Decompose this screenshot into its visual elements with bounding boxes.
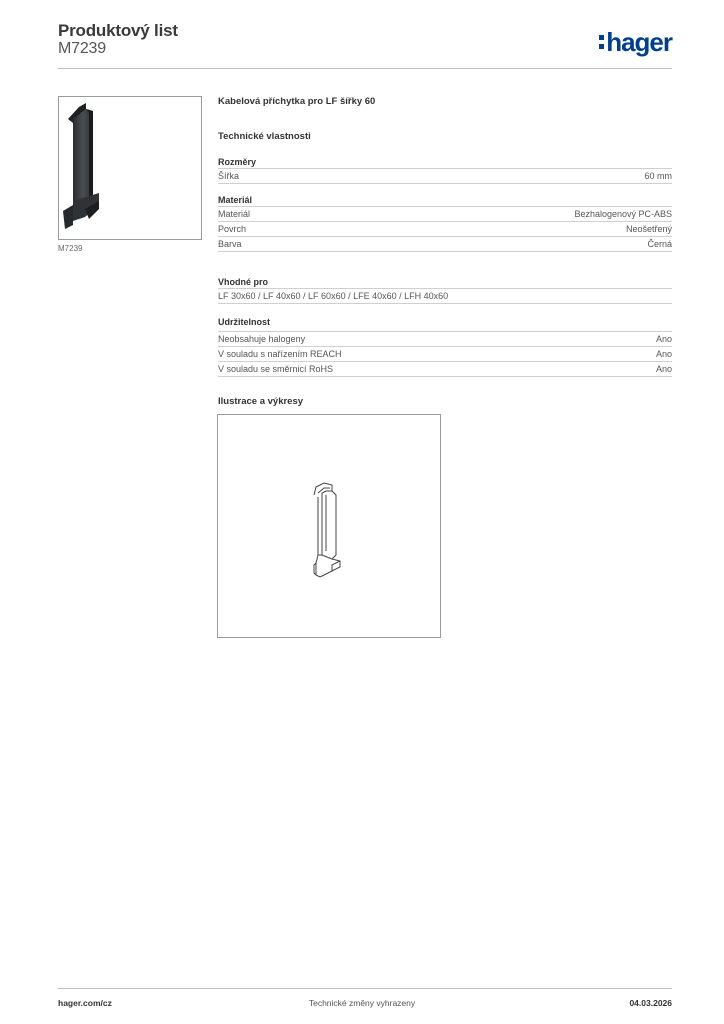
- table-row: [218, 236, 672, 252]
- table-row: [218, 206, 672, 221]
- table-row: [218, 361, 672, 377]
- row-value: Bezhalogenový PC-ABS: [574, 209, 672, 219]
- row-label: Povrch: [218, 224, 247, 234]
- row-label: LF 30x60 / LF 40x60 / LF 60x60 / LFE 40x60 / LFH 40x60: [218, 291, 449, 301]
- product-image: [58, 96, 202, 240]
- table-row: [218, 346, 672, 361]
- table-row: [218, 288, 672, 304]
- technical-drawing: [217, 414, 441, 638]
- group-material-title: Materiál: [218, 195, 253, 205]
- tech-heading: Technické vlastnosti: [218, 131, 311, 142]
- row-value: 60 mm: [644, 171, 672, 181]
- image-caption: M7239: [58, 244, 83, 253]
- row-value: Ano: [655, 364, 672, 374]
- row-value: Ano: [655, 334, 672, 344]
- footer-note: Technické změny vyhrazeny: [308, 998, 416, 1008]
- logo-dots-icon: [599, 33, 604, 51]
- row-label: V souladu se směrnicí RoHS: [218, 364, 334, 374]
- hager-logo: [599, 27, 672, 57]
- row-label: Barva: [218, 239, 242, 249]
- table-row: [218, 168, 672, 184]
- group-dimensions-title: Rozměry: [218, 157, 257, 167]
- product-name: Kabelová příchytka pro LF šířky 60: [218, 96, 376, 107]
- table-row: [218, 331, 672, 346]
- cable-clip-photo-icon: [59, 97, 201, 239]
- row-label: Šířka: [218, 171, 240, 181]
- footer-divider: [58, 988, 672, 989]
- footer-website-link[interactable]: hager.com/cz: [58, 998, 112, 1008]
- row-label: Materiál: [218, 209, 251, 219]
- product-code: M7239: [58, 40, 106, 57]
- row-value: Neošetřený: [625, 224, 672, 234]
- document-title: Produktový list: [58, 21, 178, 40]
- group-compatible-table: [218, 288, 672, 304]
- logo-wordmark: hager: [606, 27, 672, 57]
- row-label: V souladu s nařízením REACH: [218, 349, 342, 359]
- row-label: Neobsahuje halogeny: [218, 334, 306, 344]
- table-row: [218, 221, 672, 236]
- group-sustainability-table: [218, 331, 672, 377]
- footer-date: 04.03.2026: [629, 998, 672, 1008]
- row-value: Černá: [647, 239, 672, 249]
- group-compatible-title: Vhodné pro: [218, 277, 268, 287]
- row-value: Ano: [655, 349, 672, 359]
- header-divider: [58, 68, 672, 69]
- illustrations-heading: Ilustrace a výkresy: [218, 396, 304, 407]
- cable-clip-drawing-icon: [218, 415, 440, 637]
- group-dimensions-table: [218, 168, 672, 184]
- group-sustainability-title: Udržitelnost: [218, 317, 271, 327]
- group-material-table: [218, 206, 672, 252]
